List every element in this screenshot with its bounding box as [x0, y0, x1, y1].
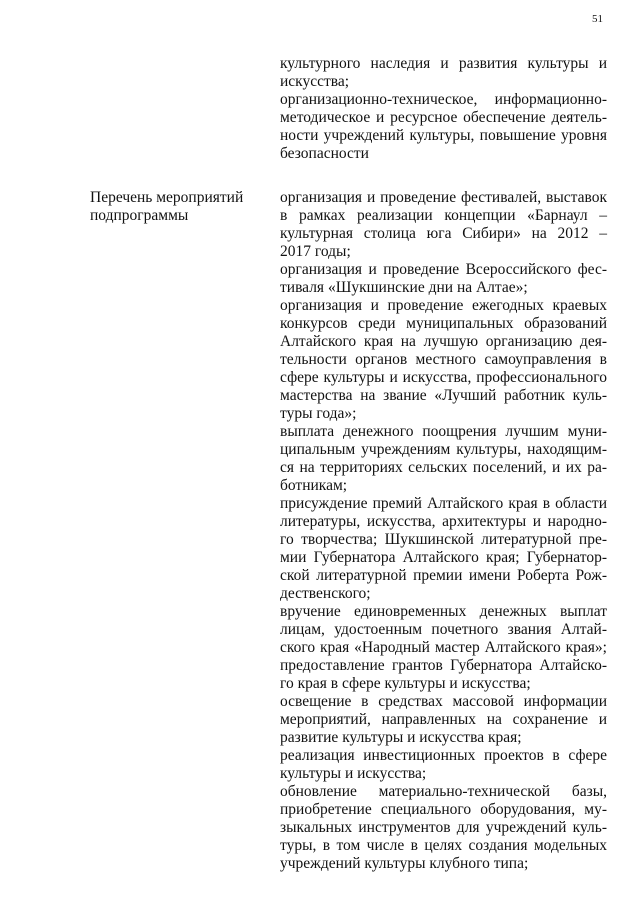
text-line: го края в сфере культуры и искусства;	[280, 675, 531, 692]
text-line: мии Губернатора Алтайского края; Губернатор-	[280, 549, 607, 566]
text-line: Алтайского края на лучшую организацию дея-	[280, 333, 607, 350]
text-line: присуждение премий Алтайского края в области	[280, 495, 607, 512]
text-line: приобретение специального оборудования, му-	[280, 801, 607, 818]
text-line: выплата денежного поощрения лучшим муни-	[280, 423, 607, 440]
row-label-line: Перечень мероприятий	[90, 189, 244, 206]
text-line: литературы, искусства, архитектуры и народно-	[280, 513, 607, 530]
row-label-line: подпрограммы	[90, 207, 189, 224]
text-line: учреждений культуры клубного типа;	[280, 855, 529, 872]
text-line: вручение единовременных денежных выплат	[280, 603, 607, 620]
text-line: лицам, удостоенным почетного звания Алтай-	[280, 621, 607, 638]
text-line: искусства;	[280, 73, 350, 90]
text-line: конкурсов среди муниципальных образований	[280, 315, 607, 332]
text-line: ципальным учреждениям культуры, находящим-	[280, 441, 607, 458]
text-line: организационно-техническое, информационно-	[280, 91, 607, 108]
text-line: 2017 годы;	[280, 243, 351, 260]
text-line: культурная столица юга Сибири» на 2012 –	[280, 225, 607, 242]
text-line: мероприятий, направленных на сохранение и	[280, 711, 607, 728]
text-line: туры года»;	[280, 405, 357, 422]
text-line: туры, в том числе в целях создания модельных	[280, 837, 607, 854]
text-line: организация и проведение фестивалей, выставок	[280, 189, 607, 206]
text-line: ботникам;	[280, 477, 348, 494]
text-line: зыкальных инструментов для учреждений куль-	[280, 819, 607, 836]
text-line: безопасности	[280, 145, 369, 162]
text-line: в рамках реализации концепции «Барнаул –	[280, 207, 607, 224]
text-line: предоставление грантов Губернатора Алтайско-	[280, 657, 607, 674]
text-line: культурного наследия и развития культуры и	[280, 55, 607, 72]
text-line: ности учреждений культуры, повышение уровня	[280, 127, 607, 144]
text-line: тельности органов местного самоуправления в	[280, 351, 607, 368]
text-line: ской литературной премии имени Роберта Рож-	[280, 567, 607, 584]
text-line: дественского;	[280, 585, 371, 602]
text-line: культуры и искусства;	[280, 765, 427, 782]
text-line: сфере культуры и искусства, профессионального	[280, 369, 607, 386]
text-line: тиваля «Шукшинские дни на Алтае»;	[280, 279, 528, 296]
text-line: реализация инвестиционных проектов в сфере	[280, 747, 607, 764]
text-line: обновление материально-технической базы,	[280, 783, 607, 800]
text-line: мастерства на звание «Лучший работник куль-	[280, 387, 607, 404]
text-line: ся на территориях сельских поселений, и их ра-	[280, 459, 607, 476]
text-line: организация и проведение ежегодных краевых	[280, 297, 607, 314]
text-line: освещение в средствах массовой информации	[280, 693, 607, 710]
text-line: ского края «Народный мастер Алтайского края»;	[280, 639, 607, 656]
text-line: методическое и ресурсное обеспечение деятель-	[280, 109, 607, 126]
text-line: развитие культуры и искусства края;	[280, 729, 522, 746]
text-line: организация и проведение Всероссийского фес-	[280, 261, 607, 278]
text-line: го творчества; Шукшинской литературной пре-	[280, 531, 607, 548]
page-number: 51	[592, 13, 603, 25]
